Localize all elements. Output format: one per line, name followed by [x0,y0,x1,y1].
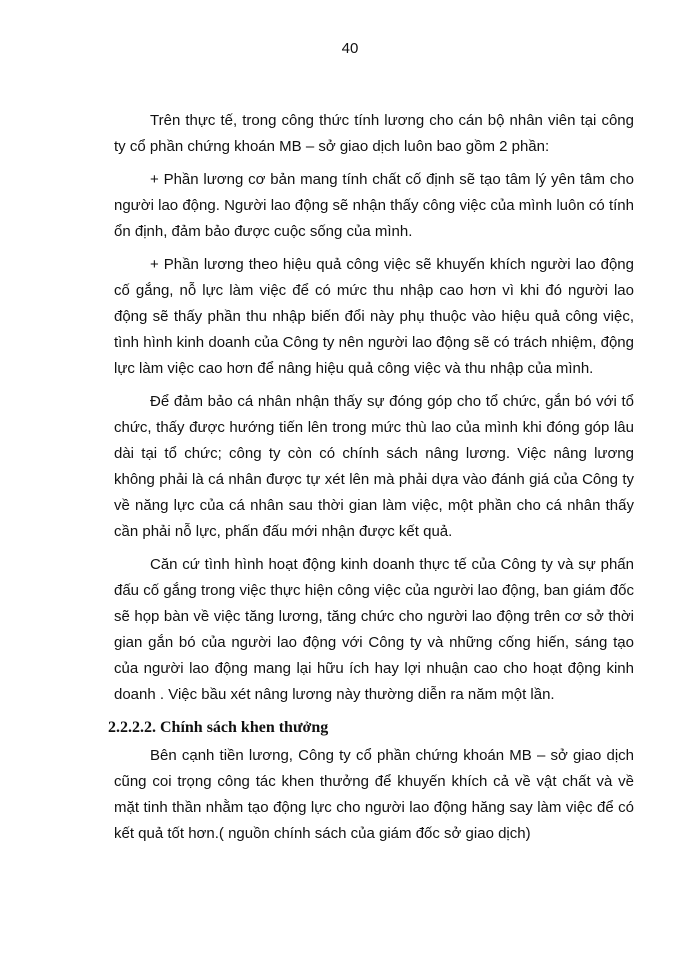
section-heading: 2.2.2.2. Chính sách khen thưởng [108,719,329,736]
paragraph-base-salary: + Phần lương cơ bản mang tính chất cố định sẽ tạo tâm lý yên tâm cho người lao động. Người lao động sẽ nhận thấy công việc của mình luôn có tính ổn định, đảm bảo được cuộc sống của mình. [114,171,634,240]
page-number: 40 [341,40,359,57]
paragraph-salary-raise-policy: Để đảm bảo cá nhân nhận thấy sự đóng góp cho tổ chức, gắn bó với tổ chức, thấy được hướng tiến lên trong mức thù lao của mình khi đóng góp lâu dài tại tổ chức; công ty còn có chính sách nâng lương. Việc nâng lương không phải là cá nhân được tự xét lên mà phải dựa vào đánh giá của Công ty về năng lực của cá nhân sau thời gian làm việc, một phần cho cá nhân thấy cần phải nỗ lực, phấn đấu mới nhận được kết quả. [114,393,634,540]
page-body [108,108,634,854]
paragraph-performance-salary: + Phần lương theo hiệu quả công việc sẽ khuyến khích người lao động cố gắng, nỗ lực làm việc để có mức thu nhập cao hơn vì khi đó người lao động sẽ thấy phần thu nhập biến đổi này phụ thuộc vào hiệu quả công việc, tình hình kinh doanh của Công ty nên người lao động sẽ có trách nhiệm, động lực làm việc cao hơn để nâng hiệu quả công việc và thu nhập của mình. [114,256,634,377]
paragraph-salary-review: Căn cứ tình hình hoạt động kinh doanh thực tế của Công ty và sự phấn đấu cố gắng trong việc thực hiện công việc của người lao động, ban giám đốc sẽ họp bàn về việc tăng lương, tăng chức cho người lao động trên cơ sở thời gian gắn bó của người lao động với Công ty và những cống hiến, sáng tạo của người lao động mang lại hữu ích hay lợi nhuận cao cho hoạt động kinh doanh . Việc bầu xét nâng lương này thường diễn ra năm một lần. [114,556,634,703]
paragraph-salary-components: Trên thực tế, trong công thức tính lương cho cán bộ nhân viên tại công ty cổ phần chứng khoán MB – sở giao dịch luôn bao gồm 2 phần: [114,112,634,155]
paragraph-reward-policy: Bên cạnh tiền lương, Công ty cổ phần chứng khoán MB – sở giao dịch cũng coi trọng công tác khen thưởng để khuyến khích cả về vật chất và về mặt tinh thần nhằm tạo động lực cho người lao động hăng say làm việc để có kết quả tốt hơn.( nguồn chính sách của giám đốc sở giao dịch) [114,747,634,842]
